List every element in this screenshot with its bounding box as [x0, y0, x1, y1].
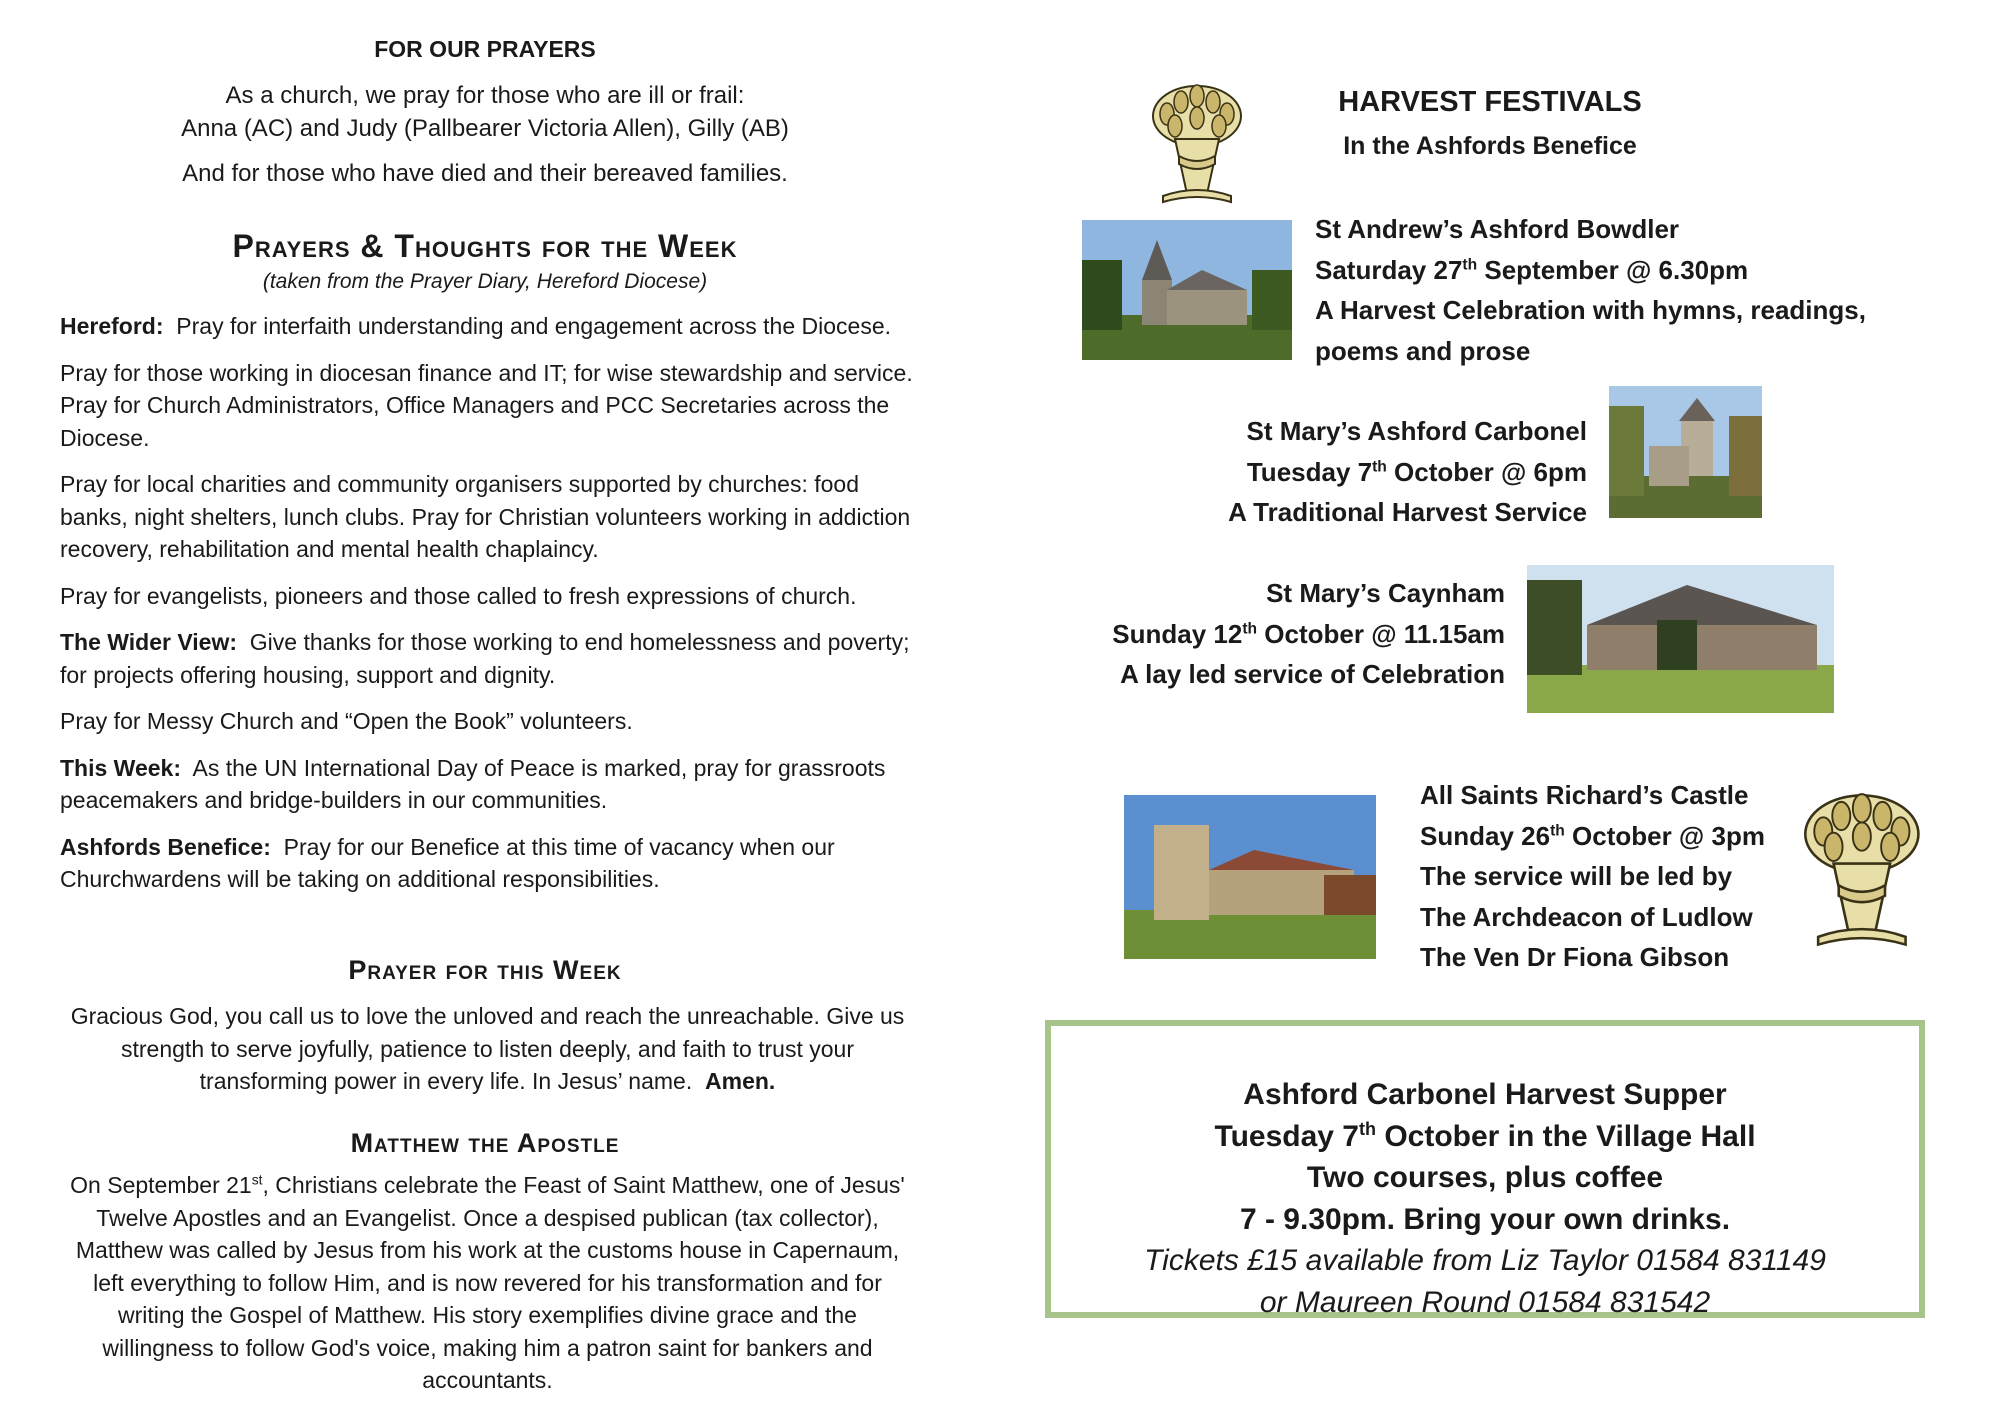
event-name: St Mary’s Caynham: [1266, 578, 1505, 608]
event-name: St Andrew’s Ashford Bowdler: [1315, 214, 1680, 244]
event-date: Tuesday 7th October @ 6pm: [1246, 456, 1587, 487]
event-name: All Saints Richard’s Castle: [1420, 780, 1749, 810]
paragraph-hereford: Hereford: Pray for interfaith understanding and engagement across the Diocese.: [60, 313, 892, 339]
died-line: And for those who have died and their bereaved families.: [182, 160, 788, 187]
supper-tickets: Tickets £15 available from Liz Taylor 01584 831149: [1144, 1244, 1826, 1277]
church-photo-st-andrews: [1082, 220, 1292, 360]
church-photo-st-marys-carbonel: [1609, 386, 1762, 518]
event-desc: A Traditional Harvest Service: [1228, 497, 1587, 527]
supper-tickets-alt: or Maureen Round 01584 831542: [1259, 1285, 1711, 1319]
wheat-sheaf-icon: [1145, 84, 1250, 204]
event-desc: A lay led service of Celebration: [1120, 659, 1505, 689]
church-photo-all-saints: [1124, 795, 1376, 959]
event-date: Sunday 26th October @ 3pm: [1420, 820, 1765, 851]
event-all-saints: [1420, 775, 1820, 978]
supper-time: 7 - 9.30pm. Bring your own drinks.: [1239, 1202, 1731, 1236]
event-st-andrews: [1315, 209, 1935, 371]
event-desc: The service will be led by: [1420, 861, 1733, 891]
event-desc: poems and prose: [1315, 335, 1531, 366]
event-desc: The Ven Dr Fiona Gibson: [1420, 942, 1730, 972]
ill-line-1: As a church, we pray for those who are ill or frail:: [225, 82, 745, 109]
event-date: Saturday 27th September @ 6.30pm: [1315, 254, 1749, 285]
prayer-paragraphs: [60, 310, 920, 910]
supper-title: Ashford Carbonel Harvest Supper: [1243, 1078, 1727, 1111]
supper-menu: Two courses, plus coffee: [1306, 1161, 1664, 1194]
paragraph-wider-view: The Wider View: Give thanks for those working to end homelessness and poverty; for projects offering housing, support and dignity.: [60, 629, 910, 688]
event-st-marys-caynham: [1050, 573, 1505, 695]
event-desc: The Archdeacon of Ludlow: [1420, 901, 1753, 932]
harvest-title: HARVEST FESTIVALS: [1338, 86, 1642, 118]
supper-date: Tuesday 7th October in the Village Hall: [1214, 1118, 1756, 1153]
harvest-subtitle: In the Ashfords Benefice: [1343, 132, 1637, 160]
paragraph-messy-church: Pray for Messy Church and “Open the Book” volunteers.: [60, 708, 633, 734]
prayer-title: Prayer for this Week: [348, 955, 622, 985]
event-date: Sunday 12th October @ 11.15am: [1112, 618, 1505, 649]
paragraph-charities: Pray for local charities and community organisers supported by churches: food banks, night shelters, lunch clubs. Pray for Christian volunteers working in addiction recovery, rehabilitation and mental health chaplaincy.: [60, 471, 911, 562]
paragraph-benefice: Ashfords Benefice: Pray for our Benefice at this time of vacancy when our Churchwardens will be taking on additional responsibilities.: [60, 833, 835, 892]
paragraph-finance: Pray for those working in diocesan finance and IT; for wise stewardship and service. Pray for Church Administrators, Office Managers and PCC Secretaries across the Diocese.: [60, 359, 913, 451]
church-photo-st-marys-caynham: [1527, 565, 1834, 713]
event-st-marys-ashford-carbonel: [1150, 411, 1587, 533]
harvest-supper-box: [1045, 1020, 1925, 1318]
paragraph-this-week: This Week: As the UN International Day of Peace is marked, pray for grassroots peacemakers and bridge-builders in our communities.: [60, 754, 886, 813]
matthew-title: Matthew the Apostle: [350, 1128, 620, 1158]
paragraph-evangelists: Pray for evangelists, pioneers and those called to fresh expressions of church.: [60, 582, 857, 609]
matthew-text: On September 21st, Christians celebrate the Feast of Saint Matthew, one of Jesus' Twelve Apostles and an Evangelist. Once a despised publican (tax collector), Matthew was called by Jesus from his work at the customs house in Capernaum, left everything to follow Him, and is now revered for his transformation and for writing the Gospel of Matthew. His story exemplifies divine grace and the willingness to follow God's voice, making him a patron saint for bankers and accountants.: [70, 1172, 905, 1393]
thoughts-subtitle: (taken from the Prayer Diary, Hereford Diocese): [262, 270, 708, 293]
ill-line-2: Anna (AC) and Judy (Pallbearer Victoria Allen), Gilly (AB): [181, 115, 789, 142]
prayer-text: Gracious God, you call us to love the unloved and reach the unreachable. Give us strength to serve joyfully, patience to listen deeply, and faith to trust your transforming power in every life. In Jesus’ name. Amen.: [70, 1003, 905, 1094]
prayers-title: FOR OUR PRAYERS: [374, 36, 596, 62]
event-desc: A Harvest Celebration with hymns, readings,: [1315, 295, 1866, 325]
event-name: St Mary’s Ashford Carbonel: [1246, 416, 1587, 446]
wheat-sheaf-icon: [1795, 790, 1930, 950]
thoughts-title: Prayers & Thoughts for the Week: [232, 228, 738, 264]
